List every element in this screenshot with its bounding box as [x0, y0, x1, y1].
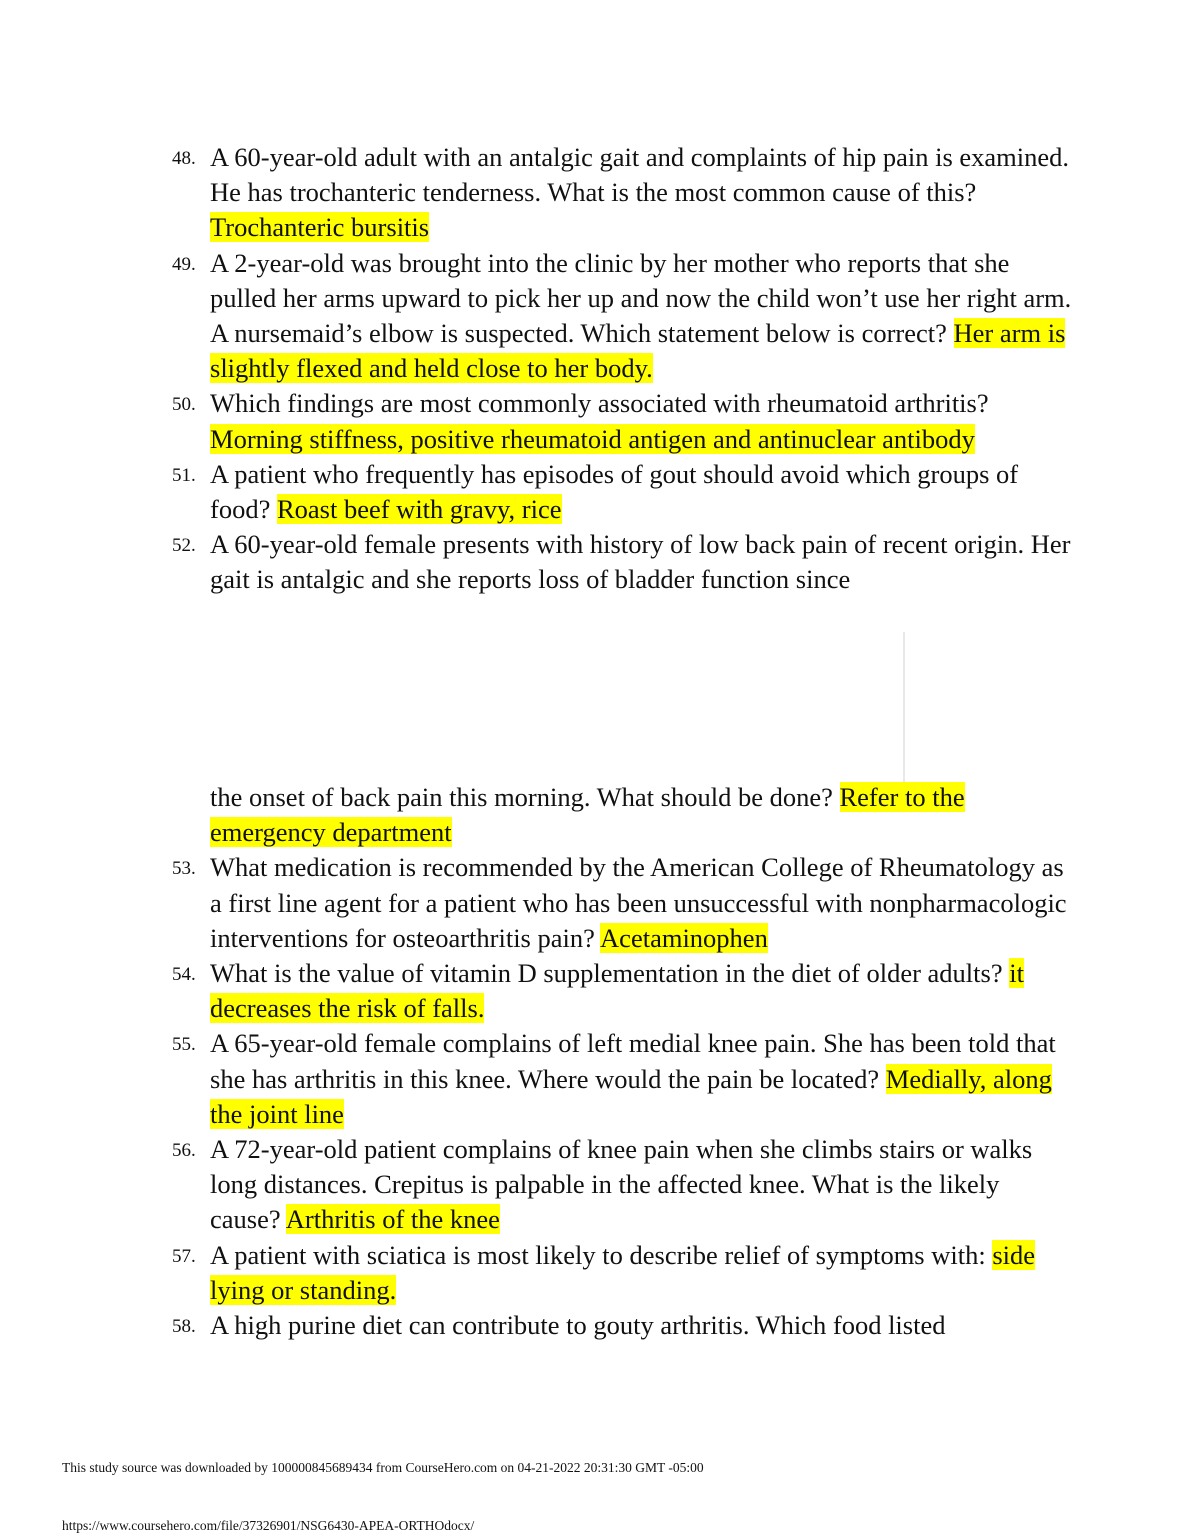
- highlighted-answer: Morning stiffness, positive rheumatoid antigen and antinuclear antibody: [210, 423, 975, 454]
- question-52-continued: [172, 780, 1072, 850]
- question-text: What medication is recommended by the American College of Rheumatology as a first line agent for a patient who has been unsuccessful with nonpharmacologic interventions for osteoarthritis pain?: [210, 852, 1067, 953]
- question-text: A patient with sciatica is most likely to describe relief of symptoms with:: [210, 1239, 993, 1270]
- highlighted-answer: it decreases the risk of falls.: [210, 958, 1024, 1024]
- question-number: 50.: [172, 394, 196, 416]
- question-text: A 72-year-old patient complains of knee pain when she climbs stairs or walks long distances. Crepitus is palpable in the affected knee. What is the likely cause?: [210, 1134, 1033, 1235]
- question-50: [172, 386, 1072, 456]
- highlighted-answer: Arthritis of the knee: [285, 1204, 500, 1235]
- question-number: 53.: [172, 858, 196, 880]
- question-number: 56.: [172, 1140, 196, 1162]
- question-49: [172, 246, 1072, 387]
- question-number: 52.: [172, 535, 196, 557]
- highlighted-answer: Medially, along the joint line: [210, 1063, 1052, 1129]
- question-number: 58.: [172, 1316, 196, 1338]
- question-list-top: [172, 140, 1072, 598]
- question-text: A 2-year-old was brought into the clinic by her mother who reports that she pulled her arms upward to pick her up and now the child won’t use her right arm. A nursemaid’s elbow is suspected. Which statement below is correct?: [210, 247, 1072, 349]
- question-text: A patient who frequently has episodes of gout should avoid which groups of food?: [210, 458, 1019, 525]
- source-url-link[interactable]: https://www.coursehero.com/file/37326901/NSG6430-APEA-ORTHOdocx/: [62, 1518, 475, 1533]
- question-text: the onset of back pain this morning. What should be done?: [210, 782, 840, 812]
- download-notice: This study source was downloaded by 100000845689434 from CourseHero.com on 04-21-2022 20:31:30 GMT -05:00: [62, 1460, 704, 1475]
- highlighted-answer: Her arm is slightly flexed and held close to her body.: [210, 318, 1066, 384]
- question-51: [172, 457, 1072, 527]
- question-48: [172, 140, 1072, 246]
- highlighted-answer: Acetaminophen: [600, 922, 768, 953]
- question-text: What is the value of vitamin D supplementation in the diet of older adults?: [210, 958, 1010, 989]
- question-number: 54.: [172, 964, 196, 986]
- question-text: A 60-year-old adult with an antalgic gait and complaints of hip pain is examined. He has trochanteric tenderness. What is the most common cause of this?: [210, 142, 1070, 208]
- question-57: [172, 1238, 1072, 1308]
- question-number: 57.: [172, 1245, 196, 1267]
- question-56: [172, 1132, 1072, 1238]
- question-number: 49.: [172, 253, 196, 275]
- highlighted-answer: side lying or standing.: [210, 1239, 1036, 1305]
- question-text: A 60-year-old female presents with history of low back pain of recent origin. Her gait is antalgic and she reports loss of bladder function since: [210, 529, 1071, 595]
- question-number: 51.: [172, 464, 196, 486]
- highlighted-answer: Roast beef with gravy, rice: [276, 494, 562, 525]
- question-53: [172, 850, 1072, 956]
- question-number: 55.: [172, 1034, 196, 1056]
- question-52: [172, 527, 1072, 597]
- highlighted-answer: Refer to the emergency department: [210, 782, 965, 848]
- question-55: [172, 1026, 1072, 1132]
- highlighted-answer: Trochanteric bursitis: [210, 212, 430, 243]
- question-number: 48.: [172, 148, 196, 169]
- question-text: A high purine diet can contribute to gouty arthritis. Which food listed: [210, 1310, 946, 1341]
- question-text: Which findings are most commonly associated with rheumatoid arthritis?: [210, 388, 989, 419]
- question-58: [172, 1308, 1072, 1343]
- question-54: [172, 956, 1072, 1026]
- question-text: A 65-year-old female complains of left medial knee pain. She has been told that she has arthritis in this knee. Where would the pain be located?: [210, 1028, 1056, 1094]
- question-list-bottom: [172, 780, 1072, 1343]
